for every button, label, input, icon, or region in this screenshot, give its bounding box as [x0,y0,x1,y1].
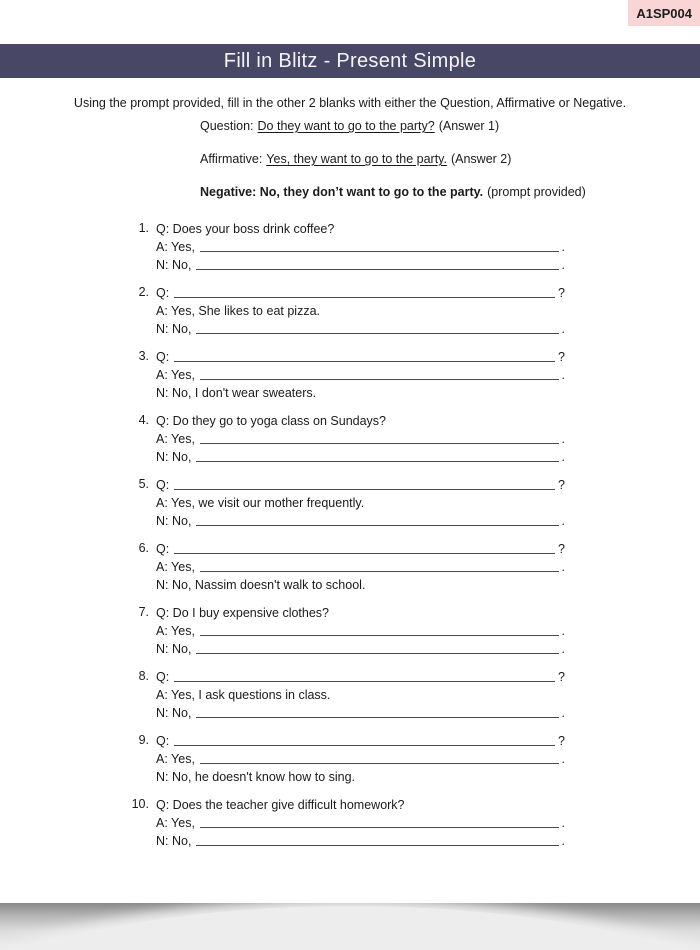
worksheet-item [128,347,565,401]
line-text: N: No, Nassim doesn't walk to school. [156,578,366,592]
worksheet-line [156,575,565,593]
worksheet-line [156,347,565,365]
line-text: A: Yes, [156,624,195,638]
line-text: A: Yes, She likes to eat pizza. [156,304,320,318]
line-text: N: No, [156,322,192,336]
worksheet-line [156,813,565,831]
fill-blank [200,621,559,636]
fill-blank [200,237,559,252]
line-text: A: Yes, [156,240,195,254]
line-text: A: Yes, [156,816,195,830]
item-lines [156,539,565,593]
worksheet-line [156,795,565,813]
worksheet-line [156,539,565,557]
example-block [200,120,620,219]
fill-blank [200,749,559,764]
item-number: 7. [138,605,149,619]
item-number: 8. [138,669,149,683]
line-terminator: . [561,642,565,656]
line-text: N: No, [156,450,192,464]
worksheet-item [128,219,565,273]
worksheet-line [156,255,565,273]
fill-blank [196,639,558,654]
worksheet-code: A1SP004 [636,5,692,21]
example-negative-line [200,186,620,199]
line-terminator: . [561,258,565,272]
fill-blank [196,447,558,462]
question-list [128,219,565,859]
item-number: 1. [138,221,149,235]
line-terminator: ? [558,542,565,556]
instruction-text: Using the prompt provided, fill in the other 2 blanks with either the Question, Affirmative or Negative. [73,96,627,110]
line-terminator: . [561,514,565,528]
line-text: N: No, [156,834,192,848]
worksheet-item [128,667,565,721]
fill-blank [196,255,558,270]
line-text: N: No, [156,706,192,720]
worksheet-code-badge [628,0,700,26]
worksheet-line [156,557,565,575]
fill-blank [174,731,555,746]
item-lines [156,795,565,849]
line-text: Q: Does the teacher give difficult homework? [156,798,405,812]
example-affirmative-note: (Answer 2) [450,152,512,166]
fill-blank [174,539,555,554]
item-lines [156,475,565,529]
line-terminator: ? [558,478,565,492]
worksheet-line [156,685,565,703]
line-text: Q: [156,350,170,364]
line-terminator: ? [558,350,565,364]
worksheet-line [156,219,565,237]
example-question-note: (Answer 1) [438,119,500,133]
fill-blank [196,511,558,526]
example-question-answer: Do they want to go to the party? [257,119,435,133]
item-lines [156,411,565,465]
fill-blank [174,347,555,362]
worksheet-line [156,731,565,749]
fill-blank [200,429,559,444]
line-terminator: ? [558,734,565,748]
worksheet-line [156,237,565,255]
fill-blank [200,813,559,828]
line-text: A: Yes, [156,560,195,574]
example-question-label: Question: [200,119,254,133]
page-curl-shadow [0,903,700,950]
line-text: N: No, I don't wear sweaters. [156,386,317,400]
item-number: 3. [138,349,149,363]
worksheet-line [156,447,565,465]
worksheet-item [128,731,565,785]
fill-blank [174,283,555,298]
worksheet-line [156,621,565,639]
worksheet-line [156,603,565,621]
line-text: A: Yes, I ask questions in class. [156,688,331,702]
worksheet-line [156,429,565,447]
line-text: A: Yes, [156,752,195,766]
fill-blank [174,475,555,490]
worksheet-line [156,767,565,785]
line-text: Q: [156,542,170,556]
worksheet-item [128,603,565,657]
line-text: A: Yes, [156,432,195,446]
line-text: N: No, [156,514,192,528]
worksheet-line [156,283,565,301]
line-text: A: Yes, [156,368,195,382]
worksheet-item [128,795,565,849]
item-number: 9. [138,733,149,747]
worksheet-item [128,283,565,337]
page-title: Fill in Blitz - Present Simple [223,49,477,72]
line-terminator: . [561,322,565,336]
item-lines [156,667,565,721]
example-negative-prompt: Negative: No, they don’t want to go to the party. [200,185,484,199]
line-text: N: No, [156,258,192,272]
line-text: N: No, he doesn't know how to sing. [156,770,356,784]
example-affirmative-line [200,153,620,166]
worksheet-line [156,511,565,529]
fill-blank [196,319,558,334]
line-text: A: Yes, we visit our mother frequently. [156,496,365,510]
line-terminator: . [561,432,565,446]
item-lines [156,283,565,337]
line-terminator: . [561,240,565,254]
line-terminator: . [561,706,565,720]
worksheet-line [156,749,565,767]
item-number: 10. [131,797,149,811]
line-text: Q: Does your boss drink coffee? [156,222,335,236]
line-terminator: . [561,560,565,574]
example-affirmative-answer: Yes, they want to go to the party. [266,152,447,166]
item-number: 4. [138,413,149,427]
item-lines [156,731,565,785]
line-text: Q: [156,286,170,300]
line-text: Q: Do I buy expensive clothes? [156,606,330,620]
worksheet-line [156,383,565,401]
example-question-line [200,120,620,133]
worksheet-line [156,301,565,319]
line-text: Q: [156,734,170,748]
worksheet-item [128,539,565,593]
worksheet-item [128,475,565,529]
item-lines [156,347,565,401]
fill-blank [196,703,558,718]
line-terminator: . [561,450,565,464]
fill-blank [200,365,559,380]
line-terminator: ? [558,286,565,300]
example-affirmative-label: Affirmative: [200,152,263,166]
example-negative-note: (prompt provided) [487,185,586,199]
line-terminator: ? [558,670,565,684]
item-lines [156,219,565,273]
worksheet-line [156,475,565,493]
worksheet-line [156,319,565,337]
worksheet-line [156,667,565,685]
item-number: 6. [138,541,149,555]
worksheet-line [156,411,565,429]
worksheet-line [156,493,565,511]
worksheet-line [156,365,565,383]
worksheet-line [156,639,565,657]
line-terminator: . [561,816,565,830]
item-number: 2. [138,285,149,299]
item-number: 5. [138,477,149,491]
title-bar [0,44,700,78]
worksheet-line [156,831,565,849]
fill-blank [196,831,558,846]
item-lines [156,603,565,657]
line-text: Q: [156,478,170,492]
line-text: Q: [156,670,170,684]
worksheet-item [128,411,565,465]
fill-blank [174,667,555,682]
line-text: N: No, [156,642,192,656]
line-terminator: . [561,624,565,638]
worksheet-line [156,703,565,721]
line-terminator: . [561,834,565,848]
line-text: Q: Do they go to yoga class on Sundays? [156,414,386,428]
line-terminator: . [561,752,565,766]
line-terminator: . [561,368,565,382]
fill-blank [200,557,559,572]
